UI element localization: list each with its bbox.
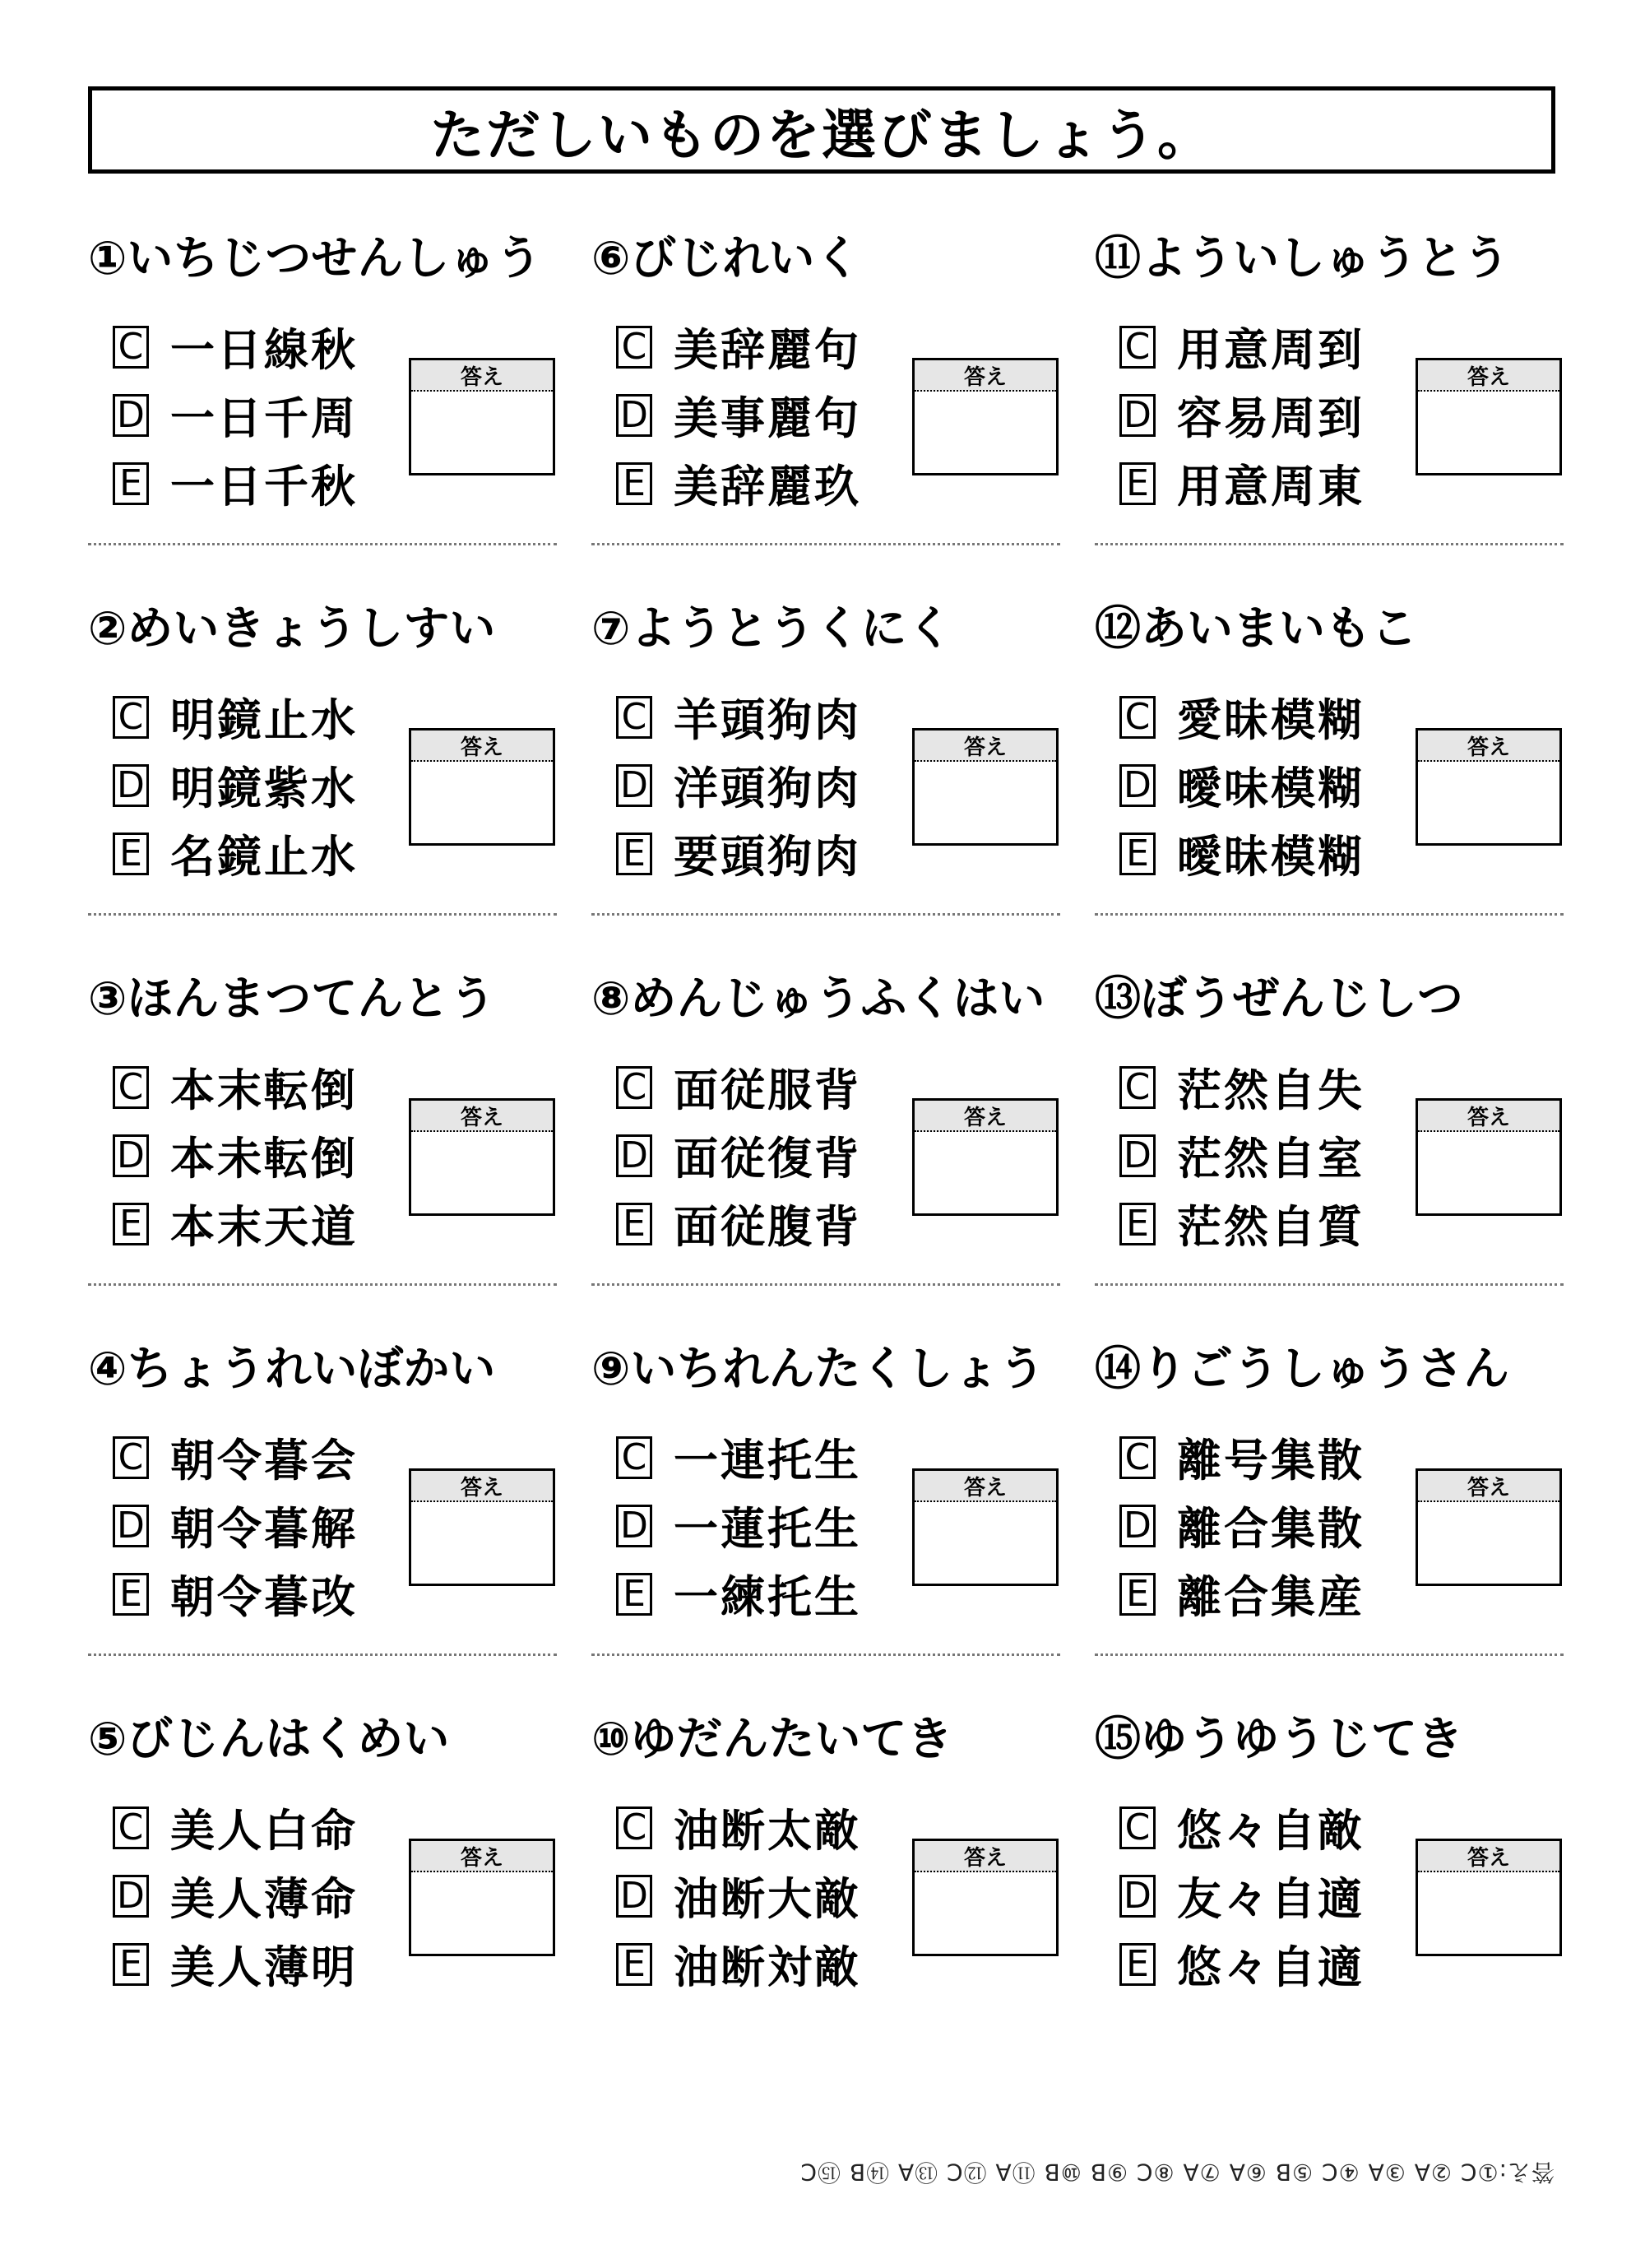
option-letter: D <box>113 1875 149 1918</box>
option-e[interactable] <box>1119 1930 1365 1998</box>
option-e[interactable] <box>616 819 861 888</box>
option-text: 本未転倒 <box>170 1133 358 1185</box>
option-letter: E <box>1119 462 1156 505</box>
option-text: 用意周到 <box>1177 324 1365 376</box>
option-text: 美辞麗玖 <box>674 461 861 513</box>
options-list <box>1119 1053 1365 1258</box>
option-letter: D <box>616 1505 652 1547</box>
answer-label: 答え <box>915 360 1056 392</box>
option-c[interactable] <box>616 1793 861 1862</box>
option-letter: C <box>1119 1066 1156 1109</box>
dotted-divider <box>88 913 557 916</box>
option-d[interactable] <box>616 1121 861 1190</box>
question-title: ⑨いちれんたくしょう <box>591 1343 1045 1396</box>
option-letter: E <box>616 462 652 505</box>
question-title: ⑩ゆだんたいてき <box>591 1713 953 1766</box>
option-letter: E <box>1119 1573 1156 1616</box>
question-block <box>1095 222 1564 596</box>
option-text: 美事麗句 <box>674 392 861 444</box>
option-d[interactable] <box>616 1862 861 1930</box>
option-d[interactable] <box>1119 1491 1365 1560</box>
question-title: ⑬ぼうぜんじしつ <box>1095 972 1463 1026</box>
option-text: 美人薄命 <box>170 1873 358 1925</box>
option-letter: D <box>1119 1134 1156 1177</box>
option-letter: D <box>616 394 652 437</box>
question-block <box>1095 1333 1564 1707</box>
option-d[interactable] <box>616 751 861 819</box>
answer-box[interactable] <box>912 728 1059 846</box>
option-text: 曖昧模糊 <box>1177 831 1365 883</box>
page-title: ただしいものを選びましょう。 <box>88 86 1555 174</box>
option-text: 一連托生 <box>674 1435 861 1486</box>
option-c[interactable] <box>113 1423 358 1491</box>
question-block <box>88 962 557 1337</box>
option-letter: D <box>1119 1505 1156 1547</box>
dotted-divider <box>1095 1653 1564 1656</box>
option-text: 茫然自質 <box>1177 1201 1365 1253</box>
option-text: 一蓮托生 <box>674 1503 861 1555</box>
option-e[interactable] <box>113 819 358 888</box>
answer-box[interactable] <box>912 1098 1059 1216</box>
option-letter: E <box>113 462 149 505</box>
options-list <box>113 313 358 517</box>
option-letter: C <box>113 1807 149 1849</box>
option-letter: E <box>1119 1943 1156 1986</box>
options-list <box>113 1423 358 1628</box>
answer-label: 答え <box>1418 1841 1559 1872</box>
question-block <box>88 592 557 967</box>
option-text: 洋頭狗肉 <box>674 763 861 814</box>
dotted-divider <box>88 1653 557 1656</box>
option-text: 羊頭狗肉 <box>674 694 861 746</box>
option-letter: D <box>1119 394 1156 437</box>
question-title: ⑥びじれいく <box>591 232 861 285</box>
option-e[interactable] <box>1119 1190 1365 1258</box>
answer-label: 答え <box>1418 1101 1559 1132</box>
option-text: 朝令暮改 <box>170 1571 358 1623</box>
question-block <box>88 1333 557 1707</box>
option-text: 悠々自適 <box>1177 1941 1365 1993</box>
question-block <box>591 962 1060 1337</box>
option-text: 朝令暮会 <box>170 1435 358 1486</box>
option-letter: E <box>113 833 149 875</box>
question-title: ⑭りごうしゅうさん <box>1095 1343 1509 1396</box>
question-block <box>88 1703 557 2077</box>
answer-label: 答え <box>915 1101 1056 1132</box>
option-d[interactable] <box>113 1121 358 1190</box>
answer-box[interactable] <box>1416 728 1562 846</box>
option-letter: D <box>616 1134 652 1177</box>
option-letter: C <box>113 696 149 739</box>
question-title: ③ほんまつてんとう <box>88 972 496 1026</box>
option-c[interactable] <box>1119 1053 1365 1121</box>
option-text: 名鏡止水 <box>170 831 358 883</box>
option-text: 一日線秋 <box>170 324 358 376</box>
question-title: ⑤びじんはくめい <box>88 1713 450 1766</box>
answer-label: 答え <box>411 1101 553 1132</box>
options-list <box>113 1793 358 1998</box>
option-text: 美人薄明 <box>170 1941 358 1993</box>
option-letter: C <box>113 326 149 369</box>
answer-box[interactable] <box>409 1468 555 1586</box>
answer-box[interactable] <box>912 1468 1059 1586</box>
option-text: 朝令暮解 <box>170 1503 358 1555</box>
option-letter: E <box>113 1943 149 1986</box>
option-text: 用意周東 <box>1177 461 1365 513</box>
option-text: 悠々自敵 <box>1177 1805 1365 1857</box>
option-letter: E <box>1119 833 1156 875</box>
option-text: 明鏡紫水 <box>170 763 358 814</box>
options-list <box>113 1053 358 1258</box>
options-list <box>113 683 358 888</box>
question-block <box>591 592 1060 967</box>
question-block <box>1095 1703 1564 2077</box>
option-text: 茫然自失 <box>1177 1064 1365 1116</box>
option-text: 油断対敵 <box>674 1941 861 1993</box>
options-list <box>1119 683 1365 888</box>
option-letter: E <box>616 1943 652 1986</box>
answer-label: 答え <box>411 1841 553 1872</box>
option-c[interactable] <box>1119 683 1365 751</box>
option-e[interactable] <box>1119 819 1365 888</box>
option-text: 一日千秋 <box>170 461 358 513</box>
answer-label: 答え <box>411 730 553 762</box>
option-letter: E <box>113 1203 149 1245</box>
options-list <box>1119 1423 1365 1628</box>
option-c[interactable] <box>113 683 358 751</box>
option-d[interactable] <box>1119 1121 1365 1190</box>
dotted-divider <box>1095 543 1564 545</box>
answer-box[interactable] <box>409 1839 555 1956</box>
question-title: ⑫あいまいもこ <box>1095 602 1417 656</box>
question-block <box>88 222 557 596</box>
option-letter: C <box>616 1807 652 1849</box>
option-letter: D <box>113 764 149 807</box>
option-text: 離号集散 <box>1177 1435 1365 1486</box>
option-text: 一練托生 <box>674 1571 861 1623</box>
option-text: 油断大敵 <box>674 1873 861 1925</box>
option-letter: C <box>113 1066 149 1109</box>
question-title: ⑧めんじゅうふくはい <box>591 972 1045 1026</box>
dotted-divider <box>1095 1283 1564 1286</box>
dotted-divider <box>591 1653 1060 1656</box>
question-title: ⑦ようとうくにく <box>591 602 953 656</box>
answer-label: 答え <box>411 360 553 392</box>
option-c[interactable] <box>1119 1793 1365 1862</box>
answer-box[interactable] <box>409 1098 555 1216</box>
option-letter: C <box>1119 696 1156 739</box>
option-letter: D <box>113 1134 149 1177</box>
option-c[interactable] <box>1119 1423 1365 1491</box>
answer-box[interactable] <box>1416 358 1562 475</box>
option-e[interactable] <box>616 1190 861 1258</box>
option-letter: D <box>616 1875 652 1918</box>
option-text: 一日千周 <box>170 392 358 444</box>
answer-box[interactable] <box>1416 1468 1562 1586</box>
option-text: 面従腹背 <box>674 1201 861 1253</box>
answer-key: 答え:①C ②A ③A ④C ⑤B ⑥A ⑦A ⑧C ⑨B ⑩B ⑪A ⑫C ⑬A ⑭B ⑮C <box>799 2159 1555 2186</box>
option-d[interactable] <box>616 1491 861 1560</box>
option-e[interactable] <box>616 449 861 517</box>
question-block <box>591 1333 1060 1707</box>
option-c[interactable] <box>616 683 861 751</box>
question-block <box>591 1703 1060 2077</box>
answer-box[interactable] <box>1416 1098 1562 1216</box>
option-c[interactable] <box>113 1053 358 1121</box>
option-d[interactable] <box>1119 751 1365 819</box>
option-text: 美人白命 <box>170 1805 358 1857</box>
option-text: 本末天道 <box>170 1201 358 1253</box>
options-list <box>616 313 861 517</box>
option-c[interactable] <box>616 1053 861 1121</box>
option-letter: C <box>1119 326 1156 369</box>
question-block <box>591 222 1060 596</box>
option-text: 容易周到 <box>1177 392 1365 444</box>
option-text: 要頭狗肉 <box>674 831 861 883</box>
answer-box[interactable] <box>409 728 555 846</box>
answer-box[interactable] <box>1416 1839 1562 1956</box>
dotted-divider <box>88 543 557 545</box>
dotted-divider <box>1095 913 1564 916</box>
option-letter: D <box>616 764 652 807</box>
answer-box[interactable] <box>912 358 1059 475</box>
option-text: 離合集散 <box>1177 1503 1365 1555</box>
option-letter: C <box>616 1436 652 1479</box>
option-letter: C <box>616 1066 652 1109</box>
option-letter: D <box>1119 1875 1156 1918</box>
question-grid <box>88 222 1555 2085</box>
option-text: 明鏡止水 <box>170 694 358 746</box>
option-d[interactable] <box>1119 1862 1365 1930</box>
dotted-divider <box>591 1283 1060 1286</box>
options-list <box>616 1423 861 1628</box>
options-list <box>1119 313 1365 517</box>
option-text: 離合集産 <box>1177 1571 1365 1623</box>
option-e[interactable] <box>1119 449 1365 517</box>
options-list <box>616 1793 861 1998</box>
answer-box[interactable] <box>912 1839 1059 1956</box>
option-d[interactable] <box>113 1862 358 1930</box>
question-title: ⑮ゆうゆうじてき <box>1095 1713 1463 1766</box>
option-letter: D <box>1119 764 1156 807</box>
option-e[interactable] <box>113 1930 358 1998</box>
option-text: 面従服背 <box>674 1064 861 1116</box>
question-title: ②めいきょうしすい <box>88 602 496 656</box>
option-letter: C <box>1119 1807 1156 1849</box>
answer-box[interactable] <box>409 358 555 475</box>
option-c[interactable] <box>113 1793 358 1862</box>
option-text: 本末転倒 <box>170 1064 358 1116</box>
option-e[interactable] <box>616 1560 861 1628</box>
option-letter: C <box>1119 1436 1156 1479</box>
option-text: 美辞麗句 <box>674 324 861 376</box>
question-title: ①いちじつせんしゅう <box>88 232 542 285</box>
option-e[interactable] <box>616 1930 861 1998</box>
option-letter: E <box>1119 1203 1156 1245</box>
answer-label: 答え <box>915 1841 1056 1872</box>
option-c[interactable] <box>616 1423 861 1491</box>
option-e[interactable] <box>113 449 358 517</box>
option-letter: E <box>113 1573 149 1616</box>
option-d[interactable] <box>113 1491 358 1560</box>
answer-label: 答え <box>411 1471 553 1502</box>
question-block <box>1095 962 1564 1337</box>
option-letter: D <box>113 1505 149 1547</box>
dotted-divider <box>88 1283 557 1286</box>
answer-label: 答え <box>1418 730 1559 762</box>
option-letter: D <box>113 394 149 437</box>
option-text: 油断太敵 <box>674 1805 861 1857</box>
option-c[interactable] <box>1119 313 1365 381</box>
option-text: 友々自適 <box>1177 1873 1365 1925</box>
options-list <box>616 1053 861 1258</box>
option-text: 面従復背 <box>674 1133 861 1185</box>
option-letter: E <box>616 1203 652 1245</box>
option-c[interactable] <box>113 313 358 381</box>
option-letter: C <box>113 1436 149 1479</box>
option-letter: C <box>616 696 652 739</box>
dotted-divider <box>591 543 1060 545</box>
option-text: 茫然自室 <box>1177 1133 1365 1185</box>
question-title: ④ちょうれいぼかい <box>88 1343 496 1396</box>
option-d[interactable] <box>113 751 358 819</box>
option-d[interactable] <box>113 381 358 449</box>
option-e[interactable] <box>1119 1560 1365 1628</box>
option-c[interactable] <box>616 313 861 381</box>
question-block <box>1095 592 1564 967</box>
dotted-divider <box>591 913 1060 916</box>
answer-label: 答え <box>915 730 1056 762</box>
option-letter: E <box>616 833 652 875</box>
option-e[interactable] <box>113 1190 358 1258</box>
option-d[interactable] <box>616 381 861 449</box>
option-d[interactable] <box>1119 381 1365 449</box>
option-text: 曖味模糊 <box>1177 763 1365 814</box>
option-e[interactable] <box>113 1560 358 1628</box>
answer-label: 答え <box>1418 360 1559 392</box>
question-title: ⑪よういしゅうとう <box>1095 232 1509 285</box>
option-letter: C <box>616 326 652 369</box>
option-text: 愛昧模糊 <box>1177 694 1365 746</box>
options-list <box>1119 1793 1365 1998</box>
option-letter: E <box>616 1573 652 1616</box>
answer-label: 答え <box>1418 1471 1559 1502</box>
answer-label: 答え <box>915 1471 1056 1502</box>
options-list <box>616 683 861 888</box>
